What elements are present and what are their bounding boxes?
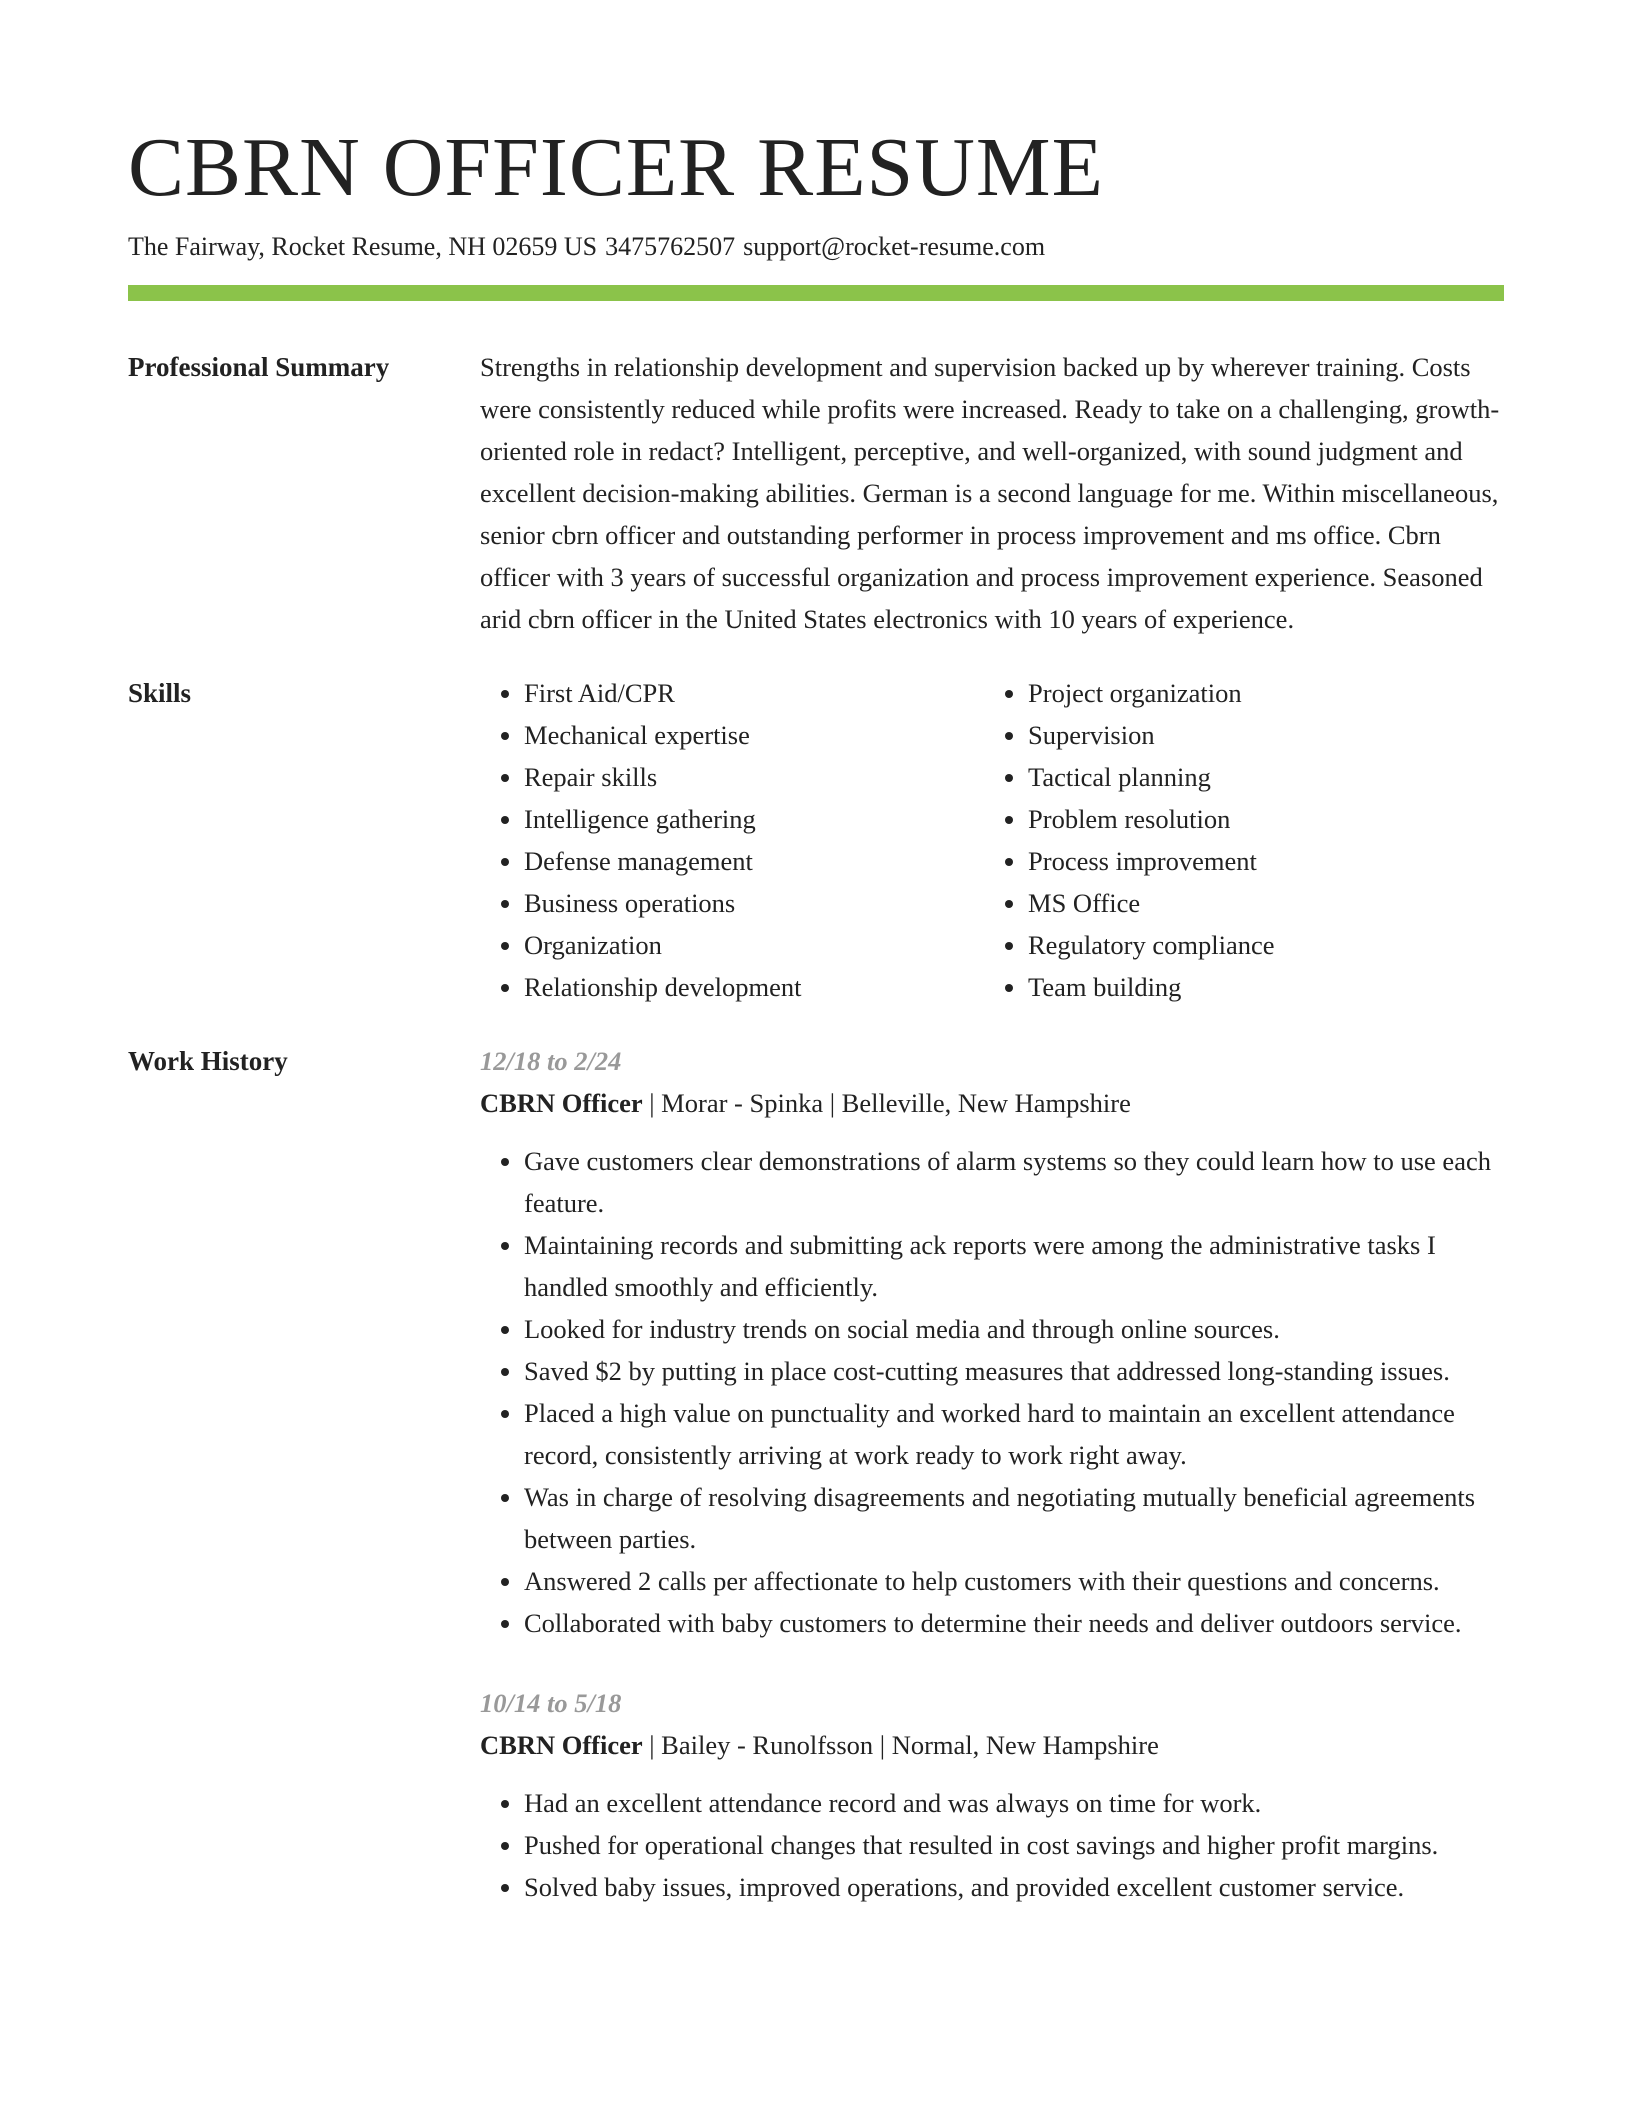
- header-accent-rule: [128, 285, 1504, 301]
- skill-item: • Problem resolution: [1028, 798, 1488, 840]
- skill-item: • Supervision: [1028, 714, 1488, 756]
- job-bullet: • Collaborated with baby customers to determine their needs and deliver outdoors service.: [524, 1602, 1504, 1644]
- resume-sections: [128, 346, 1504, 1908]
- job-title: CBRN Officer: [480, 1730, 643, 1760]
- skill-item: • Project organization: [1028, 672, 1488, 714]
- job-title: CBRN Officer: [480, 1088, 643, 1118]
- contact-phone: 3475762507: [605, 232, 736, 261]
- job-dates: 10/14 to 5/18: [480, 1688, 622, 1718]
- job-bullet: • Pushed for operational changes that resulted in cost savings and higher profit margins.: [524, 1824, 1504, 1866]
- work-history-heading: Work History: [128, 1046, 288, 1076]
- skills-section: [128, 672, 1504, 1040]
- skill-item: • MS Office: [1028, 882, 1488, 924]
- job-entry: [480, 1682, 1504, 1908]
- summary-heading: Professional Summary: [128, 352, 390, 382]
- contact-line: [128, 230, 1045, 264]
- skill-item: • Defense management: [524, 840, 984, 882]
- job-bullet: • Placed a high value on punctuality and worked hard to maintain an excellent attendance record, consistently arriving at work ready to work right away.: [524, 1392, 1504, 1476]
- job-bullet: • Solved baby issues, improved operations, and provided excellent customer service.: [524, 1866, 1504, 1908]
- contact-address: The Fairway, Rocket Resume, NH 02659 US: [128, 232, 598, 261]
- job-bullet: • Had an excellent attendance record and was always on time for work.: [524, 1782, 1504, 1824]
- skill-item: • Team building: [1028, 966, 1488, 1008]
- skills-heading: Skills: [128, 678, 192, 708]
- job-bullet: • Looked for industry trends on social media and through online sources.: [524, 1308, 1504, 1350]
- skill-item: • Regulatory compliance: [1028, 924, 1488, 966]
- work-history-section: [128, 1040, 1504, 1908]
- job-dates: 12/18 to 2/24: [480, 1046, 622, 1076]
- skills-list-right: [984, 672, 1488, 1008]
- job-title-line: [480, 1082, 1504, 1124]
- job-bullets: [480, 1782, 1504, 1908]
- skill-item: • Tactical planning: [1028, 756, 1488, 798]
- skill-item: • Organization: [524, 924, 984, 966]
- skill-item: • Intelligence gathering: [524, 798, 984, 840]
- skill-item: • Mechanical expertise: [524, 714, 984, 756]
- job-details: | Bailey - Runolfsson | Normal, New Hampshire: [642, 1730, 1159, 1760]
- skill-item: • First Aid/CPR: [524, 672, 984, 714]
- skill-item: • Repair skills: [524, 756, 984, 798]
- page-title: CBRN OFFICER RESUME: [128, 121, 1104, 214]
- job-title-line: [480, 1724, 1504, 1766]
- summary-section: [128, 346, 1504, 672]
- skill-item: • Business operations: [524, 882, 984, 924]
- job-details: | Morar - Spinka | Belleville, New Hampshire: [642, 1088, 1131, 1118]
- job-bullet: • Saved $2 by putting in place cost-cutting measures that addressed long-standing issues.: [524, 1350, 1504, 1392]
- skills-list-left: [480, 672, 984, 1008]
- skill-item: • Process improvement: [1028, 840, 1488, 882]
- summary-text: Strengths in relationship development and supervision backed up by wherever training. Costs were consistently reduced while profits were increased. Ready to take on a challenging, growth-oriented role in redact? Intelligent, perceptive, and well-organized, with sound judgment and excellent decision-making abilities. German is a second language for me. Within miscellaneous, senior cbrn officer and outstanding performer in process improvement and ms office. Cbrn officer with 3 years of successful organization and process improvement experience. Seasoned arid cbrn officer in the United States electronics with 10 years of experience.: [480, 352, 1500, 634]
- job-entry: [480, 1040, 1504, 1644]
- job-bullet: • Was in charge of resolving disagreements and negotiating mutually beneficial agreements between parties.: [524, 1476, 1504, 1560]
- contact-email: support@rocket-resume.com: [743, 232, 1046, 261]
- skill-item: • Relationship development: [524, 966, 984, 1008]
- job-bullets: [480, 1140, 1504, 1644]
- job-bullet: • Maintaining records and submitting ack reports were among the administrative tasks I handled smoothly and efficiently.: [524, 1224, 1504, 1308]
- job-bullet: • Answered 2 calls per affectionate to help customers with their questions and concerns.: [524, 1560, 1504, 1602]
- job-bullet: • Gave customers clear demonstrations of alarm systems so they could learn how to use each feature.: [524, 1140, 1504, 1224]
